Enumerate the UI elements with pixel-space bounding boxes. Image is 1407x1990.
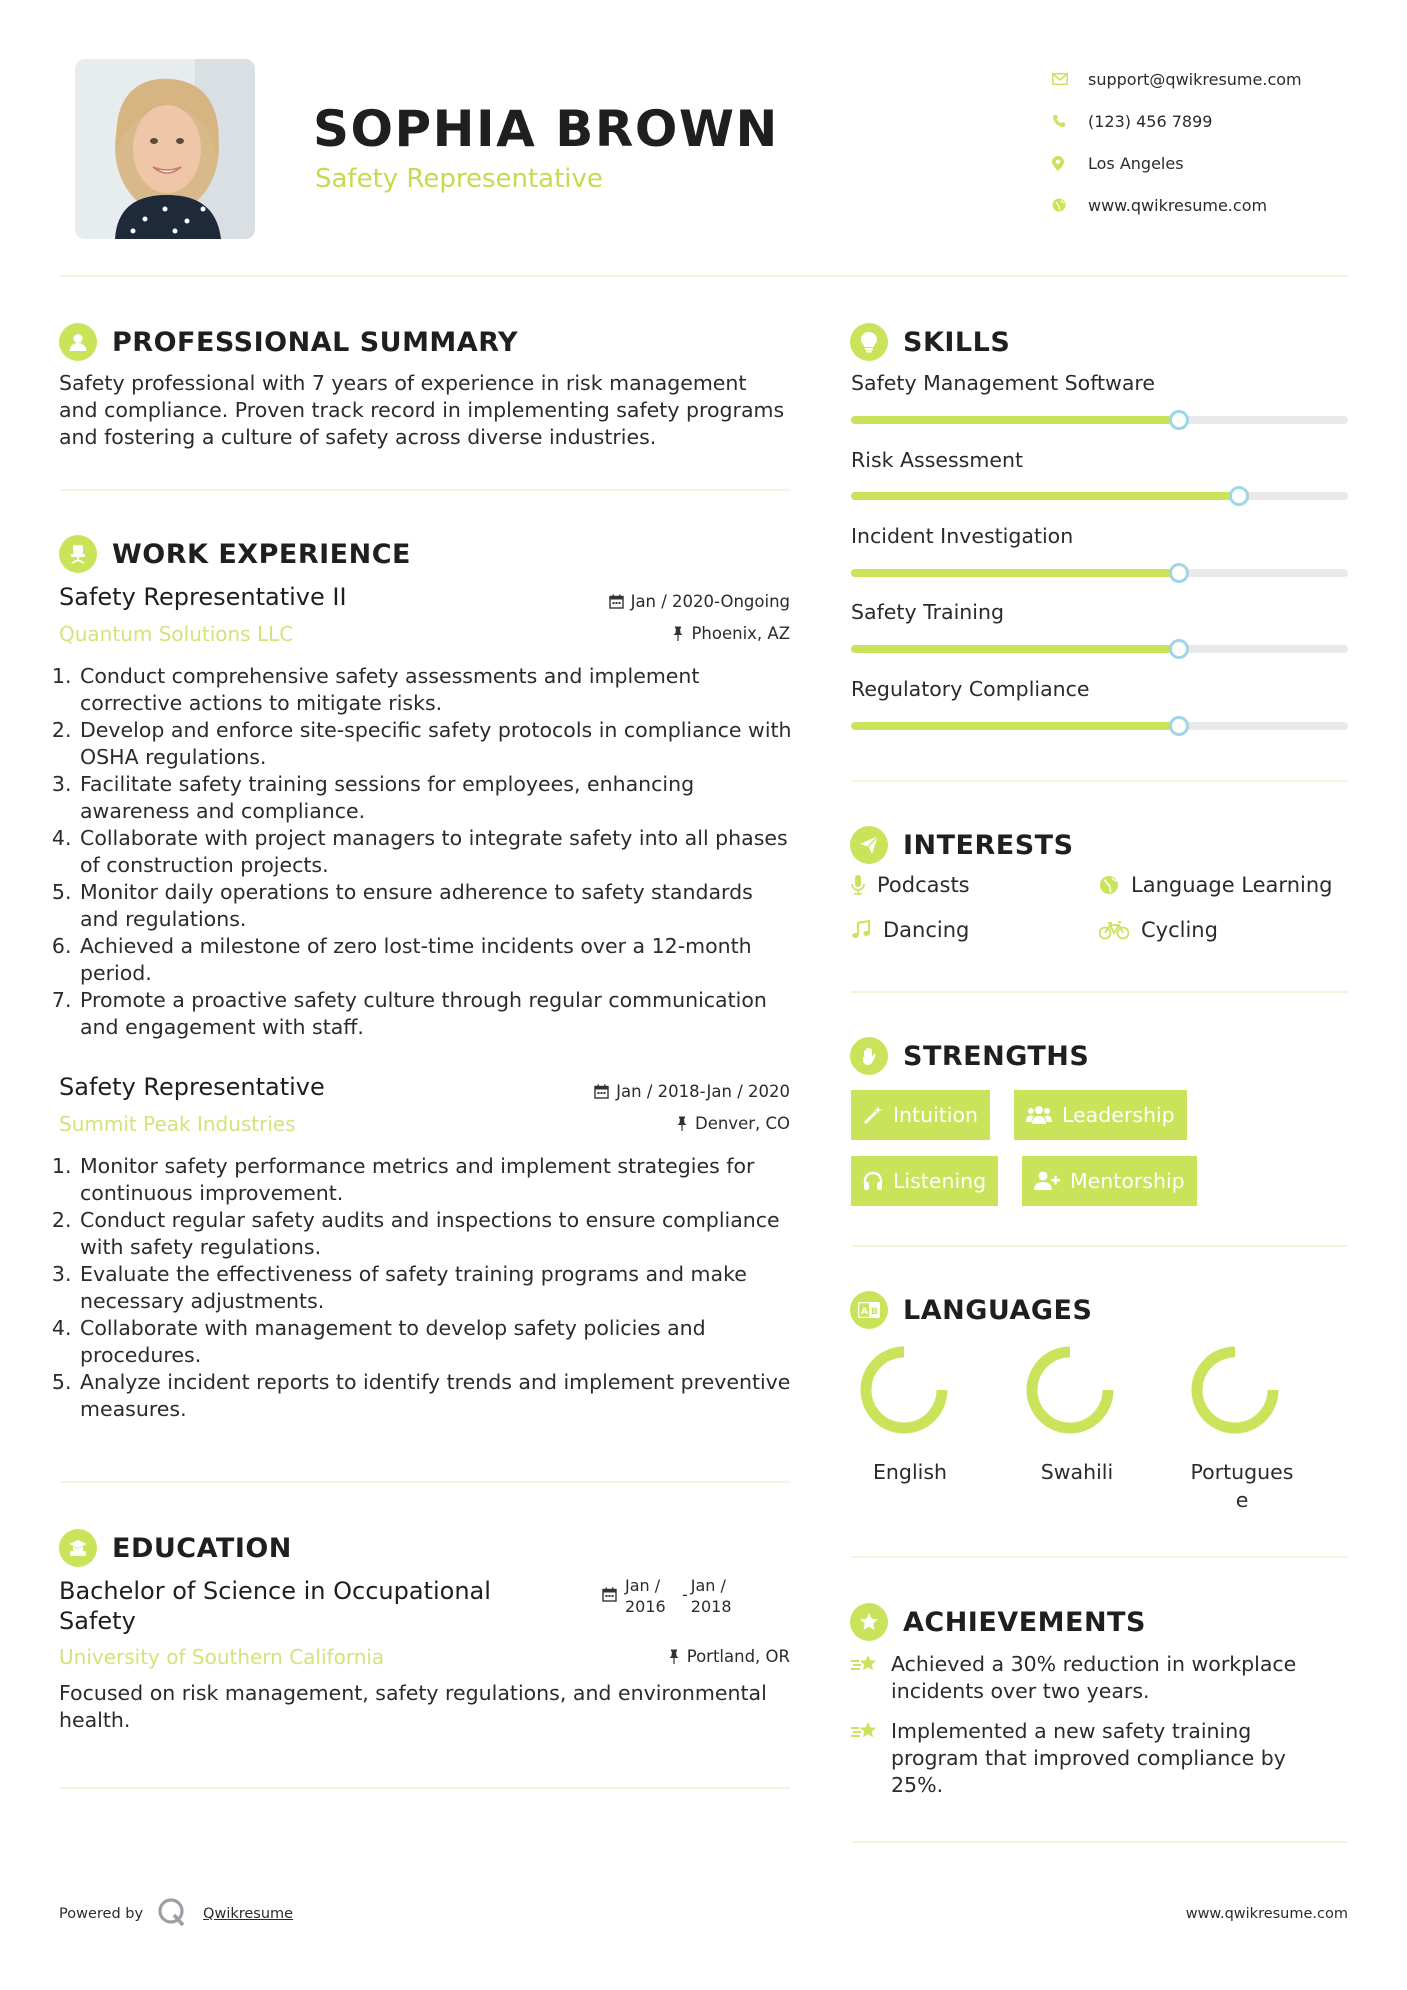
languages-heading bbox=[850, 1291, 1092, 1329]
skill-bar-fill bbox=[851, 416, 1179, 424]
job-1-dates bbox=[609, 592, 790, 611]
globe-icon bbox=[1052, 198, 1088, 212]
summary-heading bbox=[59, 323, 518, 361]
user-plus-icon bbox=[1034, 1171, 1060, 1191]
achievement-item bbox=[851, 1718, 1331, 1799]
skill-bar bbox=[851, 722, 1348, 730]
skills-title: SKILLS bbox=[903, 326, 1011, 358]
calendar-icon bbox=[602, 1587, 617, 1602]
graduate-icon bbox=[59, 1529, 97, 1567]
interest-label: Dancing bbox=[883, 918, 970, 942]
job-2-title: Safety Representative bbox=[59, 1073, 325, 1101]
interest-language-learning bbox=[1099, 873, 1332, 897]
footer-website[interactable]: www.qwikresume.com bbox=[1185, 1906, 1348, 1922]
strengths-divider bbox=[851, 1245, 1348, 1247]
hand-icon bbox=[850, 1037, 888, 1075]
languages-divider bbox=[851, 1556, 1348, 1558]
language-level-arc bbox=[1197, 1352, 1273, 1428]
job-2-dates bbox=[594, 1082, 790, 1101]
summary-divider bbox=[59, 489, 790, 491]
job-1-title: Safety Representative II bbox=[59, 583, 347, 611]
skill-bar-fill bbox=[851, 492, 1239, 500]
date-separator: - bbox=[682, 1585, 688, 1604]
education-date-from: Jan / 2016 bbox=[625, 1576, 666, 1616]
header-divider bbox=[59, 275, 1349, 277]
pushpin-icon bbox=[672, 626, 684, 641]
languages-title: LANGUAGES bbox=[903, 1294, 1093, 1326]
skill-bar bbox=[851, 569, 1348, 577]
skill-bar bbox=[851, 416, 1348, 424]
job-2-location bbox=[676, 1114, 790, 1133]
skill-level-knob bbox=[1169, 716, 1189, 736]
language-name-portuguese bbox=[1182, 1458, 1302, 1514]
education-title: EDUCATION bbox=[112, 1532, 292, 1564]
skill-label: Safety Management Software bbox=[851, 371, 1156, 395]
achievements-heading bbox=[850, 1603, 1146, 1641]
office-chair-icon bbox=[59, 535, 97, 573]
list-item: 4. Collaborate with project managers to integrate safety into all phases of construction projects. bbox=[78, 825, 797, 879]
svg-text:B: B bbox=[871, 1307, 878, 1317]
contact-email bbox=[1052, 58, 1302, 100]
interest-label: Cycling bbox=[1141, 918, 1218, 942]
contact-block bbox=[1052, 58, 1302, 226]
bicycle-icon bbox=[1099, 920, 1129, 940]
achievement-text: Achieved a 30% reduction in workplace incidents over two years. bbox=[891, 1652, 1297, 1703]
strength-label: Intuition bbox=[893, 1103, 979, 1127]
list-item: 5. Analyze incident reports to identify trends and implement preventive measures. bbox=[78, 1369, 797, 1423]
skill-bar-fill bbox=[851, 722, 1179, 730]
skill-bar-fill bbox=[851, 569, 1179, 577]
language-ring-swahili bbox=[1024, 1344, 1116, 1436]
skill-bar-fill bbox=[851, 645, 1179, 653]
language-name-line: Portugues bbox=[1190, 1460, 1294, 1484]
star-badge-icon bbox=[850, 1603, 888, 1641]
skill-label: Risk Assessment bbox=[851, 448, 1023, 472]
education-dates bbox=[602, 1575, 736, 1617]
achievement-text: Implemented a new safety training program that improved compliance by 25%. bbox=[891, 1719, 1286, 1797]
strengths-title: STRENGTHS bbox=[903, 1040, 1090, 1072]
skills-heading bbox=[850, 323, 1010, 361]
job-1-company: Quantum Solutions LLC bbox=[59, 622, 294, 646]
list-item: 1. Monitor safety performance metrics and implement strategies for continuous improvement. bbox=[78, 1153, 797, 1207]
job-2-company: Summit Peak Industries bbox=[59, 1112, 296, 1136]
shooting-star-icon bbox=[851, 1720, 879, 1742]
skill-label: Safety Training bbox=[851, 600, 1004, 624]
candidate-role: Safety Representative bbox=[315, 164, 603, 194]
interest-podcasts bbox=[851, 873, 970, 897]
headphones-icon bbox=[863, 1171, 883, 1191]
skill-level-knob bbox=[1169, 639, 1189, 659]
education-heading bbox=[59, 1529, 292, 1567]
skill-bar bbox=[851, 645, 1348, 653]
summary-text: Safety professional with 7 years of experience in risk management and compliance. Proven track record in implementing safety programs and fostering a culture of safety across diverse industries. bbox=[59, 371, 785, 449]
footer-branding bbox=[59, 1897, 293, 1931]
strength-intuition bbox=[851, 1090, 990, 1140]
strengths-heading bbox=[850, 1037, 1089, 1075]
contact-email-text[interactable]: support@qwikresume.com bbox=[1088, 69, 1302, 89]
strength-mentorship bbox=[1022, 1156, 1197, 1206]
summary-title: PROFESSIONAL SUMMARY bbox=[112, 326, 519, 358]
education-date-to: Jan / 2018 bbox=[690, 1576, 732, 1616]
calendar-icon bbox=[594, 1084, 609, 1099]
interests-title: INTERESTS bbox=[903, 829, 1074, 861]
strength-label: Leadership bbox=[1062, 1103, 1175, 1127]
contact-website-text[interactable]: www.qwikresume.com bbox=[1088, 195, 1268, 215]
education-divider bbox=[59, 1787, 790, 1789]
language-ring-english bbox=[858, 1344, 950, 1436]
skill-label: Incident Investigation bbox=[851, 524, 1074, 548]
language-ring-portuguese bbox=[1189, 1344, 1281, 1436]
strength-label: Listening bbox=[893, 1169, 987, 1193]
pushpin-icon bbox=[668, 1649, 680, 1664]
work-title: WORK EXPERIENCE bbox=[112, 538, 411, 570]
language-name-line: e bbox=[1235, 1488, 1249, 1512]
interest-dancing bbox=[851, 918, 969, 942]
list-item: 4. Collaborate with management to develop safety policies and procedures. bbox=[78, 1315, 797, 1369]
user-icon bbox=[59, 323, 97, 361]
skill-level-knob bbox=[1169, 410, 1189, 430]
strength-listening bbox=[851, 1156, 998, 1206]
list-item: 3. Facilitate safety training sessions for employees, enhancing awareness and compliance. bbox=[78, 771, 797, 825]
contact-phone bbox=[1052, 100, 1302, 142]
strength-label: Mentorship bbox=[1070, 1169, 1185, 1193]
powered-by-text: Powered by bbox=[59, 1906, 144, 1922]
calendar-icon bbox=[609, 594, 624, 609]
work-heading bbox=[59, 535, 411, 573]
list-item: 1. Conduct comprehensive safety assessments and implement corrective actions to mitigate risks. bbox=[78, 663, 797, 717]
translate-icon bbox=[850, 1291, 888, 1329]
qwikresume-logo-icon bbox=[157, 1897, 187, 1931]
skill-label: Regulatory Compliance bbox=[851, 677, 1090, 701]
education-text: Focused on risk management, safety regulations, and environmental health. bbox=[59, 1681, 767, 1732]
profile-photo bbox=[75, 59, 255, 239]
microphone-icon bbox=[851, 875, 865, 895]
job-2-location-text: Denver, CO bbox=[694, 1114, 790, 1133]
users-icon bbox=[1026, 1105, 1052, 1125]
skill-bar bbox=[851, 492, 1348, 500]
language-name-swahili: Swahili bbox=[1040, 1460, 1114, 1484]
pushpin-icon bbox=[676, 1116, 688, 1131]
shooting-star-icon bbox=[851, 1653, 879, 1675]
job-1-dates-text: Jan / 2020-Ongoing bbox=[630, 592, 790, 611]
strength-leadership bbox=[1014, 1090, 1187, 1140]
envelope-icon bbox=[1052, 73, 1088, 85]
education-location-text: Portland, OR bbox=[686, 1647, 790, 1666]
list-item: 3. Evaluate the effectiveness of safety training programs and make necessary adjustments. bbox=[78, 1261, 797, 1315]
achievements-title: ACHIEVEMENTS bbox=[903, 1606, 1146, 1638]
map-pin-icon bbox=[1052, 156, 1088, 171]
interest-label: Podcasts bbox=[877, 873, 970, 897]
skills-divider bbox=[851, 780, 1348, 782]
magic-wand-icon bbox=[863, 1105, 883, 1125]
skill-level-knob bbox=[1169, 563, 1189, 583]
language-level-arc bbox=[866, 1352, 942, 1428]
language-level-arc bbox=[1032, 1352, 1108, 1428]
interests-heading bbox=[850, 826, 1074, 864]
paper-plane-icon bbox=[850, 826, 888, 864]
skill-level-knob bbox=[1229, 486, 1249, 506]
contact-website bbox=[1052, 184, 1302, 226]
job-2-duties bbox=[57, 1153, 797, 1423]
achievement-item bbox=[851, 1651, 1331, 1705]
list-item: 7. Promote a proactive safety culture through regular communication and engagement with staff. bbox=[78, 987, 797, 1041]
work-divider bbox=[59, 1481, 790, 1483]
qwikresume-link[interactable]: Qwikresume bbox=[203, 1906, 294, 1922]
candidate-name: SOPHIA BROWN bbox=[313, 100, 779, 158]
interests-divider bbox=[851, 991, 1348, 993]
contact-location-text: Los Angeles bbox=[1088, 153, 1184, 173]
job-2-dates-text: Jan / 2018-Jan / 2020 bbox=[616, 1082, 790, 1101]
education-school: University of Southern California bbox=[59, 1645, 385, 1669]
achievements-divider bbox=[851, 1841, 1348, 1843]
list-item: 6. Achieved a milestone of zero lost-time incidents over a 12-month period. bbox=[78, 933, 797, 987]
interest-label: Language Learning bbox=[1131, 873, 1333, 897]
education-degree: Bachelor of Science in Occupational Safety bbox=[59, 1577, 491, 1635]
contact-location bbox=[1052, 142, 1302, 184]
phone-icon bbox=[1052, 114, 1088, 128]
music-note-icon bbox=[851, 920, 871, 940]
language-name-english: English bbox=[872, 1460, 948, 1484]
list-item: 2. Conduct regular safety audits and inspections to ensure compliance with safety regulations. bbox=[78, 1207, 797, 1261]
list-item: 5. Monitor daily operations to ensure adherence to safety standards and regulations. bbox=[78, 879, 797, 933]
job-1-location bbox=[672, 624, 790, 643]
globe-icon bbox=[1099, 875, 1119, 895]
job-1-duties bbox=[57, 663, 797, 1041]
svg-text:A: A bbox=[861, 1307, 868, 1317]
interest-cycling bbox=[1099, 918, 1218, 942]
education-location bbox=[668, 1647, 790, 1666]
contact-phone-text[interactable]: (123) 456 7899 bbox=[1088, 111, 1213, 131]
lightbulb-icon bbox=[850, 323, 888, 361]
list-item: 2. Develop and enforce site-specific safety protocols in compliance with OSHA regulations. bbox=[78, 717, 797, 771]
job-1-location-text: Phoenix, AZ bbox=[691, 624, 790, 643]
